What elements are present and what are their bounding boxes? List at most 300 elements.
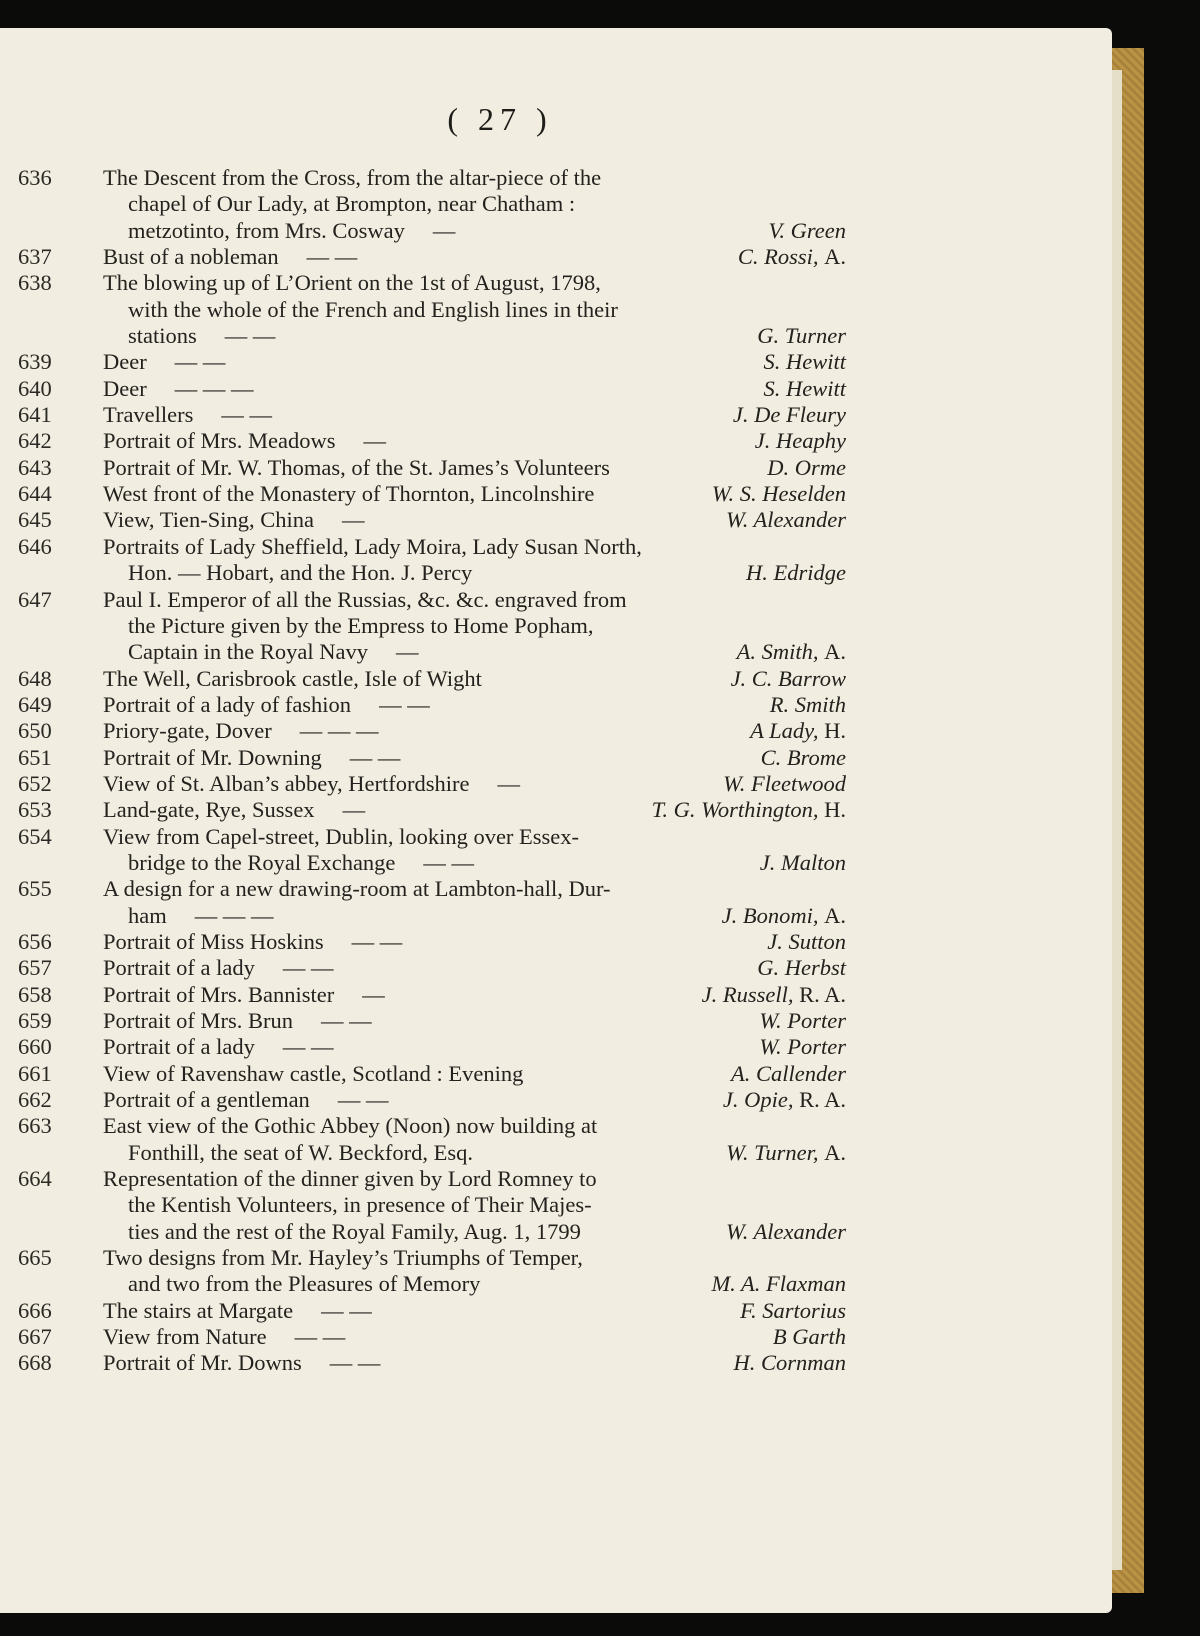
- entry-line: [0, 428, 860, 454]
- artist-name-text: C. Brome: [760, 744, 846, 770]
- entry-title-text: stations: [128, 323, 197, 349]
- entry-number: 650: [18, 718, 52, 744]
- artist-name-text: W. Porter: [759, 1008, 846, 1033]
- academy-rank: H.: [824, 797, 846, 823]
- entry-title-text: Portrait of Mr. Downing: [103, 744, 322, 770]
- academy-rank: A.: [824, 902, 846, 928]
- entry-line: [0, 903, 860, 929]
- artist-name: [733, 1350, 846, 1376]
- catalogue-entry: [0, 797, 860, 823]
- entry-title-text: View from Nature: [103, 1324, 267, 1350]
- entry-line: [0, 1324, 860, 1350]
- artist-name-text: B Garth: [772, 1324, 846, 1350]
- entry-number: 668: [18, 1350, 52, 1376]
- entry-title-text: ties and the rest of the Royal Family, Aug. 1, 1799: [128, 1218, 581, 1244]
- entry-title-text: View of St. Alban’s abbey, Hertfordshire: [103, 770, 470, 796]
- entry-line: [0, 534, 860, 560]
- entry-number: 654: [18, 823, 52, 849]
- entry-title: [103, 1245, 583, 1271]
- entry-title: [103, 982, 413, 1008]
- entry-title-text: ham: [128, 902, 167, 928]
- entry-title: [103, 507, 392, 533]
- catalogue-entry: [0, 876, 860, 929]
- entry-line: [0, 1087, 860, 1113]
- entry-title-text: View, Tien-Sing, China: [103, 507, 314, 533]
- artist-name-text: J. Heaphy: [754, 428, 846, 454]
- catalogue-entry: [0, 771, 860, 797]
- entry-line: [0, 1113, 860, 1139]
- entry-line: [0, 613, 860, 639]
- artist-name-text: J. Malton: [759, 849, 846, 875]
- catalogue-entry: [0, 270, 860, 349]
- entry-title: [103, 824, 579, 850]
- entry-title: [128, 903, 302, 929]
- entry-line: [0, 1061, 860, 1087]
- entry-title: [103, 718, 406, 744]
- entry-title: [103, 1166, 597, 1192]
- artist-name: [759, 1008, 846, 1034]
- artist-name: [750, 718, 846, 744]
- artist-name: [722, 903, 846, 929]
- artist-name-text: H. Cornman: [733, 1350, 846, 1376]
- entry-number: 643: [18, 454, 52, 480]
- entry-line: [0, 218, 860, 244]
- catalogue-entry: [0, 1034, 860, 1060]
- entry-title-text: Paul I. Emperor of all the Russias, &c. &c. engraved from: [103, 586, 627, 612]
- leader-dashes: — —: [282, 955, 334, 981]
- entry-number: 662: [18, 1087, 52, 1113]
- artist-name: [773, 1324, 846, 1350]
- entry-title-text: Portrait of Mrs. Brun: [103, 1008, 293, 1033]
- entry-title: [103, 587, 627, 613]
- entry-title: [103, 1350, 408, 1376]
- artist-name: [712, 481, 846, 507]
- entry-number: 658: [18, 981, 52, 1007]
- entry-title-text: Portrait of a gentleman: [103, 1087, 310, 1113]
- artist-name: [733, 402, 846, 428]
- entry-number: 663: [18, 1113, 52, 1139]
- artist-name-text: W. Turner,: [726, 1139, 819, 1165]
- entry-line: [0, 1298, 860, 1324]
- leader-dashes: — —: [423, 849, 475, 875]
- entry-number: 649: [18, 691, 52, 717]
- catalogue-entry: [0, 244, 860, 270]
- academy-rank: A.: [824, 639, 846, 665]
- entry-line: [0, 481, 860, 507]
- leader-dashes: — —: [349, 744, 401, 770]
- artist-name: [770, 692, 846, 718]
- catalogue-entry: [0, 982, 860, 1008]
- entry-line: [0, 191, 860, 217]
- artist-name: [767, 455, 846, 481]
- artist-name-text: G. Herbst: [757, 955, 846, 981]
- entry-number: 648: [18, 665, 52, 691]
- entry-title-text: Land-gate, Rye, Sussex: [103, 797, 315, 823]
- academy-rank: R. A.: [799, 1087, 846, 1113]
- artist-name: [711, 1271, 846, 1297]
- entry-number: 655: [18, 876, 52, 902]
- leader-dashes: — —: [321, 1297, 372, 1323]
- catalogue-entry: [0, 1166, 860, 1245]
- entry-title-text: Deer: [103, 375, 147, 401]
- entry-title-text: View from Capel-street, Dublin, looking over Essex-: [103, 823, 580, 849]
- entry-number: 653: [18, 797, 52, 823]
- entry-title: [103, 692, 458, 718]
- entry-title: [128, 613, 594, 639]
- artist-name-text: A Lady,: [750, 718, 819, 744]
- entry-line: [0, 876, 860, 902]
- entry-title: [103, 270, 601, 296]
- entry-title-text: chapel of Our Lady, at Brompton, near Chatham :: [128, 191, 576, 217]
- entry-number: 647: [18, 586, 52, 612]
- entry-title: [103, 349, 253, 375]
- entry-line: [0, 1140, 860, 1166]
- entry-title-text: Bust of a nobleman: [103, 244, 279, 270]
- artist-name-text: J. Opie,: [722, 1087, 794, 1113]
- artist-name-text: F. Sartorius: [740, 1297, 846, 1323]
- leader-dashes: —: [497, 770, 520, 796]
- artist-name-text: A. Smith,: [736, 639, 819, 665]
- entry-line: [0, 955, 860, 981]
- entry-title-text: Portrait of Mr. Downs: [103, 1350, 302, 1376]
- entry-number: 651: [18, 744, 52, 770]
- artist-name: [760, 850, 846, 876]
- artist-name: [764, 349, 847, 375]
- entry-line: [0, 771, 860, 797]
- entry-line: [0, 1166, 860, 1192]
- entry-title: [103, 1324, 373, 1350]
- catalogue-entry: [0, 1324, 860, 1350]
- entry-line: [0, 270, 860, 296]
- entry-line: [0, 1008, 860, 1034]
- entry-line: [0, 850, 860, 876]
- entry-line: [0, 692, 860, 718]
- leader-dashes: —: [341, 507, 365, 533]
- entry-title-text: The stairs at Margate: [103, 1297, 294, 1323]
- catalogue-entry: [0, 718, 860, 744]
- artist-name-text: C. Rossi,: [737, 244, 819, 270]
- entry-title: [103, 1008, 400, 1034]
- catalogue-entry: [0, 745, 860, 771]
- entry-line: [0, 639, 860, 665]
- entry-title: [128, 323, 303, 349]
- entry-title: [103, 666, 482, 692]
- artist-name: [769, 218, 847, 244]
- academy-rank: H.: [824, 718, 846, 744]
- entry-title-text: East view of the Gothic Abbey (Noon) now building at: [103, 1113, 598, 1139]
- entry-title: [103, 1298, 400, 1324]
- artist-name: [731, 666, 846, 692]
- catalogue-entry: [0, 824, 860, 877]
- entry-number: 660: [18, 1034, 52, 1060]
- entry-title: [103, 1034, 361, 1060]
- entry-title: [103, 771, 548, 797]
- catalogue-entry: [0, 534, 860, 587]
- entry-title-text: Two designs from Mr. Hayley’s Triumphs of Temper,: [103, 1245, 583, 1271]
- catalogue-entry: [0, 587, 860, 666]
- catalogue-entry: [0, 666, 860, 692]
- artist-name-text: T. G. Worthington,: [651, 797, 819, 823]
- entry-title: [103, 929, 430, 955]
- entry-line: [0, 1034, 860, 1060]
- artist-name-text: V. Green: [768, 217, 846, 243]
- catalogue-entry: [0, 1087, 860, 1113]
- artist-name: [757, 955, 846, 981]
- entry-number: 637: [18, 244, 52, 270]
- artist-name: [761, 745, 846, 771]
- entry-number: 641: [18, 402, 52, 428]
- artist-name-text: J. De Fleury: [732, 402, 846, 428]
- entry-number: 652: [18, 770, 52, 796]
- entry-line: [0, 349, 860, 375]
- entry-line: [0, 824, 860, 850]
- entry-title-text: Portraits of Lady Sheffield, Lady Moira, Lady Susan North,: [103, 533, 642, 559]
- leader-dashes: —: [395, 639, 419, 665]
- leader-dashes: — — —: [194, 902, 274, 928]
- entry-title: [103, 481, 594, 507]
- entry-line: [0, 797, 860, 823]
- artist-name: [738, 244, 846, 270]
- catalogue-entry: [0, 376, 860, 402]
- entry-number: 657: [18, 955, 52, 981]
- leader-dashes: — — —: [299, 718, 379, 744]
- catalogue-entry: [0, 1245, 860, 1298]
- entry-title-text: The blowing up of L’Orient on the 1st of August, 1798,: [103, 270, 601, 296]
- entry-line: [0, 323, 860, 349]
- artist-name-text: S. Hewitt: [763, 375, 846, 401]
- entry-title: [128, 850, 502, 876]
- leader-dashes: — —: [294, 1324, 346, 1350]
- entry-title: [103, 1061, 523, 1087]
- page-number: ( 27 ): [447, 101, 553, 137]
- entry-number: 664: [18, 1166, 52, 1192]
- catalogue-entry: [0, 1350, 860, 1376]
- artist-name: [767, 929, 846, 955]
- leader-dashes: —: [362, 981, 385, 1007]
- artist-name: [726, 1140, 846, 1166]
- entry-number: 640: [18, 375, 52, 401]
- entry-title-text: metzotinto, from Mrs. Cosway: [128, 217, 405, 243]
- entry-line: [0, 1192, 860, 1218]
- leader-dashes: —: [432, 217, 456, 243]
- entry-line: [0, 402, 860, 428]
- artist-name-text: M. A. Flaxman: [711, 1271, 846, 1297]
- artist-name: [723, 771, 846, 797]
- entry-line: [0, 718, 860, 744]
- leader-dashes: — —: [174, 349, 226, 375]
- entry-line: [0, 297, 860, 323]
- entry-line: [0, 982, 860, 1008]
- entry-number: 665: [18, 1245, 52, 1271]
- catalogue-entry: [0, 428, 860, 454]
- entry-number: 645: [18, 507, 52, 533]
- artist-name-text: S. Hewitt: [763, 349, 846, 375]
- artist-name-text: H. Edridge: [746, 560, 846, 586]
- academy-rank: A.: [824, 244, 846, 270]
- artist-name: [737, 639, 846, 665]
- entry-title: [103, 1113, 597, 1139]
- leader-dashes: — —: [221, 402, 273, 428]
- entry-title-text: with the whole of the French and English lines in their: [128, 296, 618, 322]
- artist-name-text: G. Turner: [757, 323, 846, 349]
- artist-name-text: J. C. Barrow: [730, 665, 846, 691]
- entry-number: 656: [18, 928, 52, 954]
- entry-line: [0, 929, 860, 955]
- artist-name-text: W. Alexander: [726, 507, 846, 533]
- leader-dashes: — — —: [174, 375, 254, 401]
- catalogue-entry: [0, 955, 860, 981]
- catalogue-entry: [0, 929, 860, 955]
- entry-line: [0, 244, 860, 270]
- leader-dashes: — —: [282, 1034, 334, 1060]
- catalogue-entry: [0, 1113, 860, 1166]
- leader-dashes: — —: [337, 1087, 389, 1113]
- artist-name-text: R. Smith: [769, 691, 846, 717]
- artist-name: [723, 1087, 846, 1113]
- entry-number: 646: [18, 533, 52, 559]
- entry-title: [103, 428, 414, 454]
- entry-title-text: A design for a new drawing-room at Lambton-hall, Dur-: [103, 876, 611, 902]
- entry-title: [103, 745, 428, 771]
- entry-line: [0, 1219, 860, 1245]
- entry-line: [0, 745, 860, 771]
- artist-name-text: A. Callender: [731, 1060, 846, 1086]
- entry-title-text: Hon. — Hobart, and the Hon. J. Percy: [128, 560, 473, 586]
- entry-title-text: Portrait of a lady of fashion: [103, 691, 352, 717]
- entry-title-text: Portrait of a lady: [103, 1034, 255, 1060]
- academy-rank: R. A.: [799, 981, 846, 1007]
- artist-name-text: J. Russell,: [701, 981, 794, 1007]
- entry-title: [128, 218, 483, 244]
- catalogue-entry: [0, 1298, 860, 1324]
- entry-number: 639: [18, 349, 52, 375]
- artist-name-text: W. S. Heselden: [711, 481, 846, 507]
- entry-title: [103, 1087, 416, 1113]
- entry-line: [0, 1271, 860, 1297]
- artist-name: [764, 376, 847, 402]
- artist-name-text: D. Orme: [767, 454, 846, 480]
- leader-dashes: — —: [379, 691, 430, 717]
- artist-name-text: W. Alexander: [726, 1218, 846, 1244]
- leader-dashes: — —: [224, 323, 276, 349]
- artist-name-text: J. Sutton: [767, 928, 846, 954]
- entry-number: 636: [18, 165, 52, 190]
- entry-title: [128, 560, 472, 586]
- entry-title: [128, 1192, 592, 1218]
- entry-title-text: Deer: [103, 349, 147, 375]
- book-page: [0, 28, 1112, 1613]
- entry-title: [103, 402, 300, 428]
- entry-title: [128, 1271, 480, 1297]
- entry-title-text: Captain in the Royal Navy: [128, 639, 368, 665]
- artist-name: [726, 1219, 846, 1245]
- entry-title-text: Portrait of Miss Hoskins: [103, 928, 324, 954]
- artist-name: [731, 1061, 846, 1087]
- entry-title: [103, 876, 611, 902]
- catalogue-entry: [0, 1008, 860, 1034]
- leader-dashes: —: [342, 797, 366, 823]
- entry-line: [0, 165, 860, 191]
- artist-name-text: W. Fleetwood: [723, 770, 846, 796]
- entry-line: [0, 1245, 860, 1271]
- artist-name: [757, 323, 846, 349]
- entry-line: [0, 376, 860, 402]
- entry-title-text: Portrait of Mrs. Bannister: [103, 981, 335, 1007]
- entry-line: [0, 560, 860, 586]
- entry-title: [103, 534, 642, 560]
- entry-line: [0, 507, 860, 533]
- catalogue-entries: [0, 165, 860, 1377]
- catalogue-entry: [0, 692, 860, 718]
- leader-dashes: — —: [306, 244, 358, 270]
- entry-title: [128, 1140, 473, 1166]
- artist-name: [702, 982, 846, 1008]
- entry-title: [103, 955, 361, 981]
- entry-line: [0, 587, 860, 613]
- entry-title-text: the Kentish Volunteers, in presence of Their Majes-: [128, 1192, 592, 1218]
- entry-title-text: Portrait of Mr. W. Thomas, of the St. James’s Volunteers: [103, 454, 610, 480]
- entry-number: 638: [18, 270, 52, 296]
- catalogue-entry: [0, 507, 860, 533]
- entry-title-text: bridge to the Royal Exchange: [128, 849, 396, 875]
- entry-title: [103, 244, 385, 270]
- entry-line: [0, 1350, 860, 1376]
- entry-title: [103, 455, 610, 481]
- entry-title-text: Portrait of a lady: [103, 955, 255, 981]
- entry-title: [128, 191, 575, 217]
- entry-number: 659: [18, 1008, 52, 1033]
- entry-title-text: Travellers: [103, 402, 194, 428]
- catalogue-entry: [0, 481, 860, 507]
- catalogue-entry: [0, 402, 860, 428]
- entry-title: [128, 1219, 581, 1245]
- entry-title-text: The Well, Carisbrook castle, Isle of Wight: [103, 665, 482, 691]
- entry-title-text: View of Ravenshaw castle, Scotland : Evening: [103, 1060, 524, 1086]
- entry-number: 644: [18, 481, 52, 507]
- artist-name: [726, 507, 846, 533]
- leader-dashes: —: [363, 428, 386, 454]
- artist-name-text: J. Bonomi,: [721, 902, 819, 928]
- artist-name: [759, 1034, 846, 1060]
- leader-dashes: — —: [329, 1350, 381, 1376]
- catalogue-entry: [0, 455, 860, 481]
- leader-dashes: — —: [351, 928, 403, 954]
- entry-title-text: Representation of the dinner given by Lord Romney to: [103, 1166, 597, 1192]
- leader-dashes: — —: [321, 1008, 372, 1033]
- artist-name: [652, 797, 846, 823]
- artist-name: [746, 560, 846, 586]
- artist-name: [740, 1298, 846, 1324]
- entry-title-text: West front of the Monastery of Thornton, Lincolnshire: [103, 481, 595, 507]
- catalogue-entry: [0, 349, 860, 375]
- entry-title-text: The Descent from the Cross, from the altar-piece of the: [103, 165, 602, 190]
- entry-number: 661: [18, 1060, 52, 1086]
- catalogue-entry: [0, 1061, 860, 1087]
- entry-title: [128, 297, 618, 323]
- entry-line: [0, 455, 860, 481]
- entry-number: 666: [18, 1297, 52, 1323]
- artist-name: [755, 428, 846, 454]
- entry-title-text: Portrait of Mrs. Meadows: [103, 428, 336, 454]
- entry-title: [103, 376, 281, 402]
- entry-title: [103, 797, 393, 823]
- entry-title: [128, 639, 446, 665]
- catalogue-entry: [0, 165, 860, 244]
- academy-rank: A.: [824, 1139, 846, 1165]
- entry-title-text: and two from the Pleasures of Memory: [128, 1271, 481, 1297]
- artist-name-text: W. Porter: [759, 1034, 846, 1060]
- entry-number: 642: [18, 428, 52, 454]
